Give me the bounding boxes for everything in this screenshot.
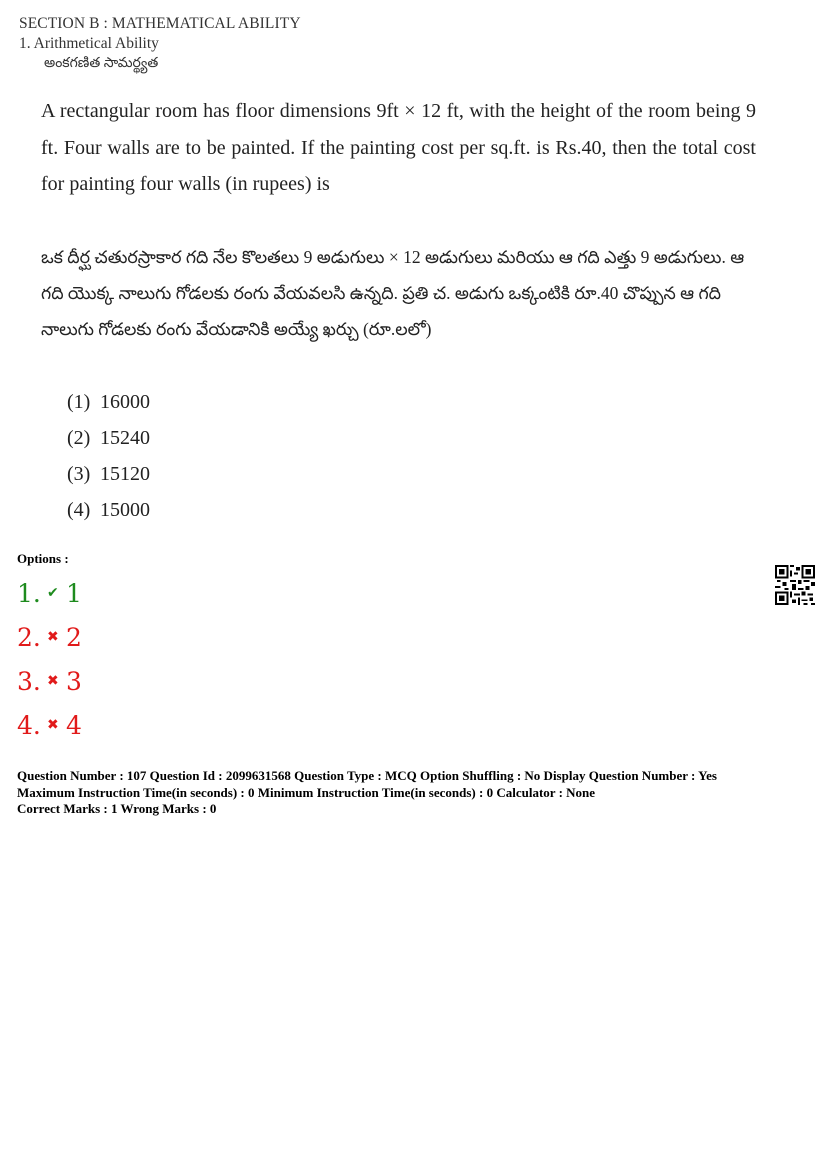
option-row-2 <box>17 615 82 659</box>
choice-3 <box>67 456 150 492</box>
choice-value: 16000 <box>100 391 150 413</box>
choice-number: (1) <box>67 391 91 413</box>
option-label: 1 <box>66 578 82 608</box>
question-text-english: A rectangular room has floor dimensions 9ft × 12 ft, with the height of the room being 9 ft. Four walls are to be painted. If the painting cost per sq.ft. is Rs.40, then the total cost for painting four walls (in rupees) is <box>41 100 756 195</box>
metadata-line-2: Maximum Instruction Time(in seconds) : 0 Minimum Instruction Time(in seconds) : 0 Calculator : None <box>17 784 596 800</box>
choice-4 <box>67 492 150 528</box>
option-row-3 <box>17 659 82 703</box>
option-index: 2. <box>17 622 41 652</box>
option-index: 3. <box>17 666 41 696</box>
qr-code-icon <box>775 565 815 610</box>
cross-icon: ✖ <box>47 717 59 733</box>
cross-icon: ✖ <box>47 673 59 689</box>
section-title: SECTION B : MATHEMATICAL ABILITY <box>19 15 301 32</box>
check-icon: ✔ <box>47 585 59 601</box>
question-text-telugu: ఒక దీర్ఘ చతురస్రాకార గది నేల కొలతలు 9 అడుగులు × 12 అడుగులు మరియు ఆ గది ఎత్తు 9 అడుగులు. ఆ గది యొక్క నాలుగు గోడలకు రంగు వేయవలసి ఉన్నది. ప్రతి చ. అడుగు ఒక్కంటికి రూ.40 చొప్పున ఆ గది నాలుగు గోడలకు రంగు వేయడానికి అయ్యే ఖర్చు (రూ.లలో) <box>41 247 745 339</box>
choice-number: (3) <box>67 463 91 485</box>
option-label: 4 <box>66 710 82 740</box>
choice-value: 15120 <box>100 463 150 485</box>
options-heading: Options : <box>17 551 69 566</box>
choice-value: 15240 <box>100 427 150 449</box>
topic-title: 1. Arithmetical Ability <box>19 35 159 52</box>
question-metadata <box>17 768 717 818</box>
metadata-line-1: Question Number : 107 Question Id : 2099631568 Question Type : MCQ Option Shuffling : No Display Question Number : Yes <box>17 768 717 783</box>
choice-number: (4) <box>67 499 91 521</box>
option-row-1 <box>17 571 82 615</box>
option-label: 2 <box>66 622 82 652</box>
choice-2 <box>67 420 150 456</box>
option-index: 1. <box>17 578 41 608</box>
option-label: 3 <box>66 666 82 696</box>
topic-title-telugu: అంకగణిత సామర్థ్యత <box>44 56 159 71</box>
option-index: 4. <box>17 710 41 740</box>
options-list <box>17 571 82 747</box>
option-row-4 <box>17 703 82 747</box>
choice-number: (2) <box>67 427 91 449</box>
cross-icon: ✖ <box>47 629 59 645</box>
metadata-line-3: Correct Marks : 1 Wrong Marks : 0 <box>17 801 217 816</box>
choice-1 <box>67 384 150 420</box>
answer-choices <box>67 384 150 528</box>
choice-value: 15000 <box>100 499 150 521</box>
